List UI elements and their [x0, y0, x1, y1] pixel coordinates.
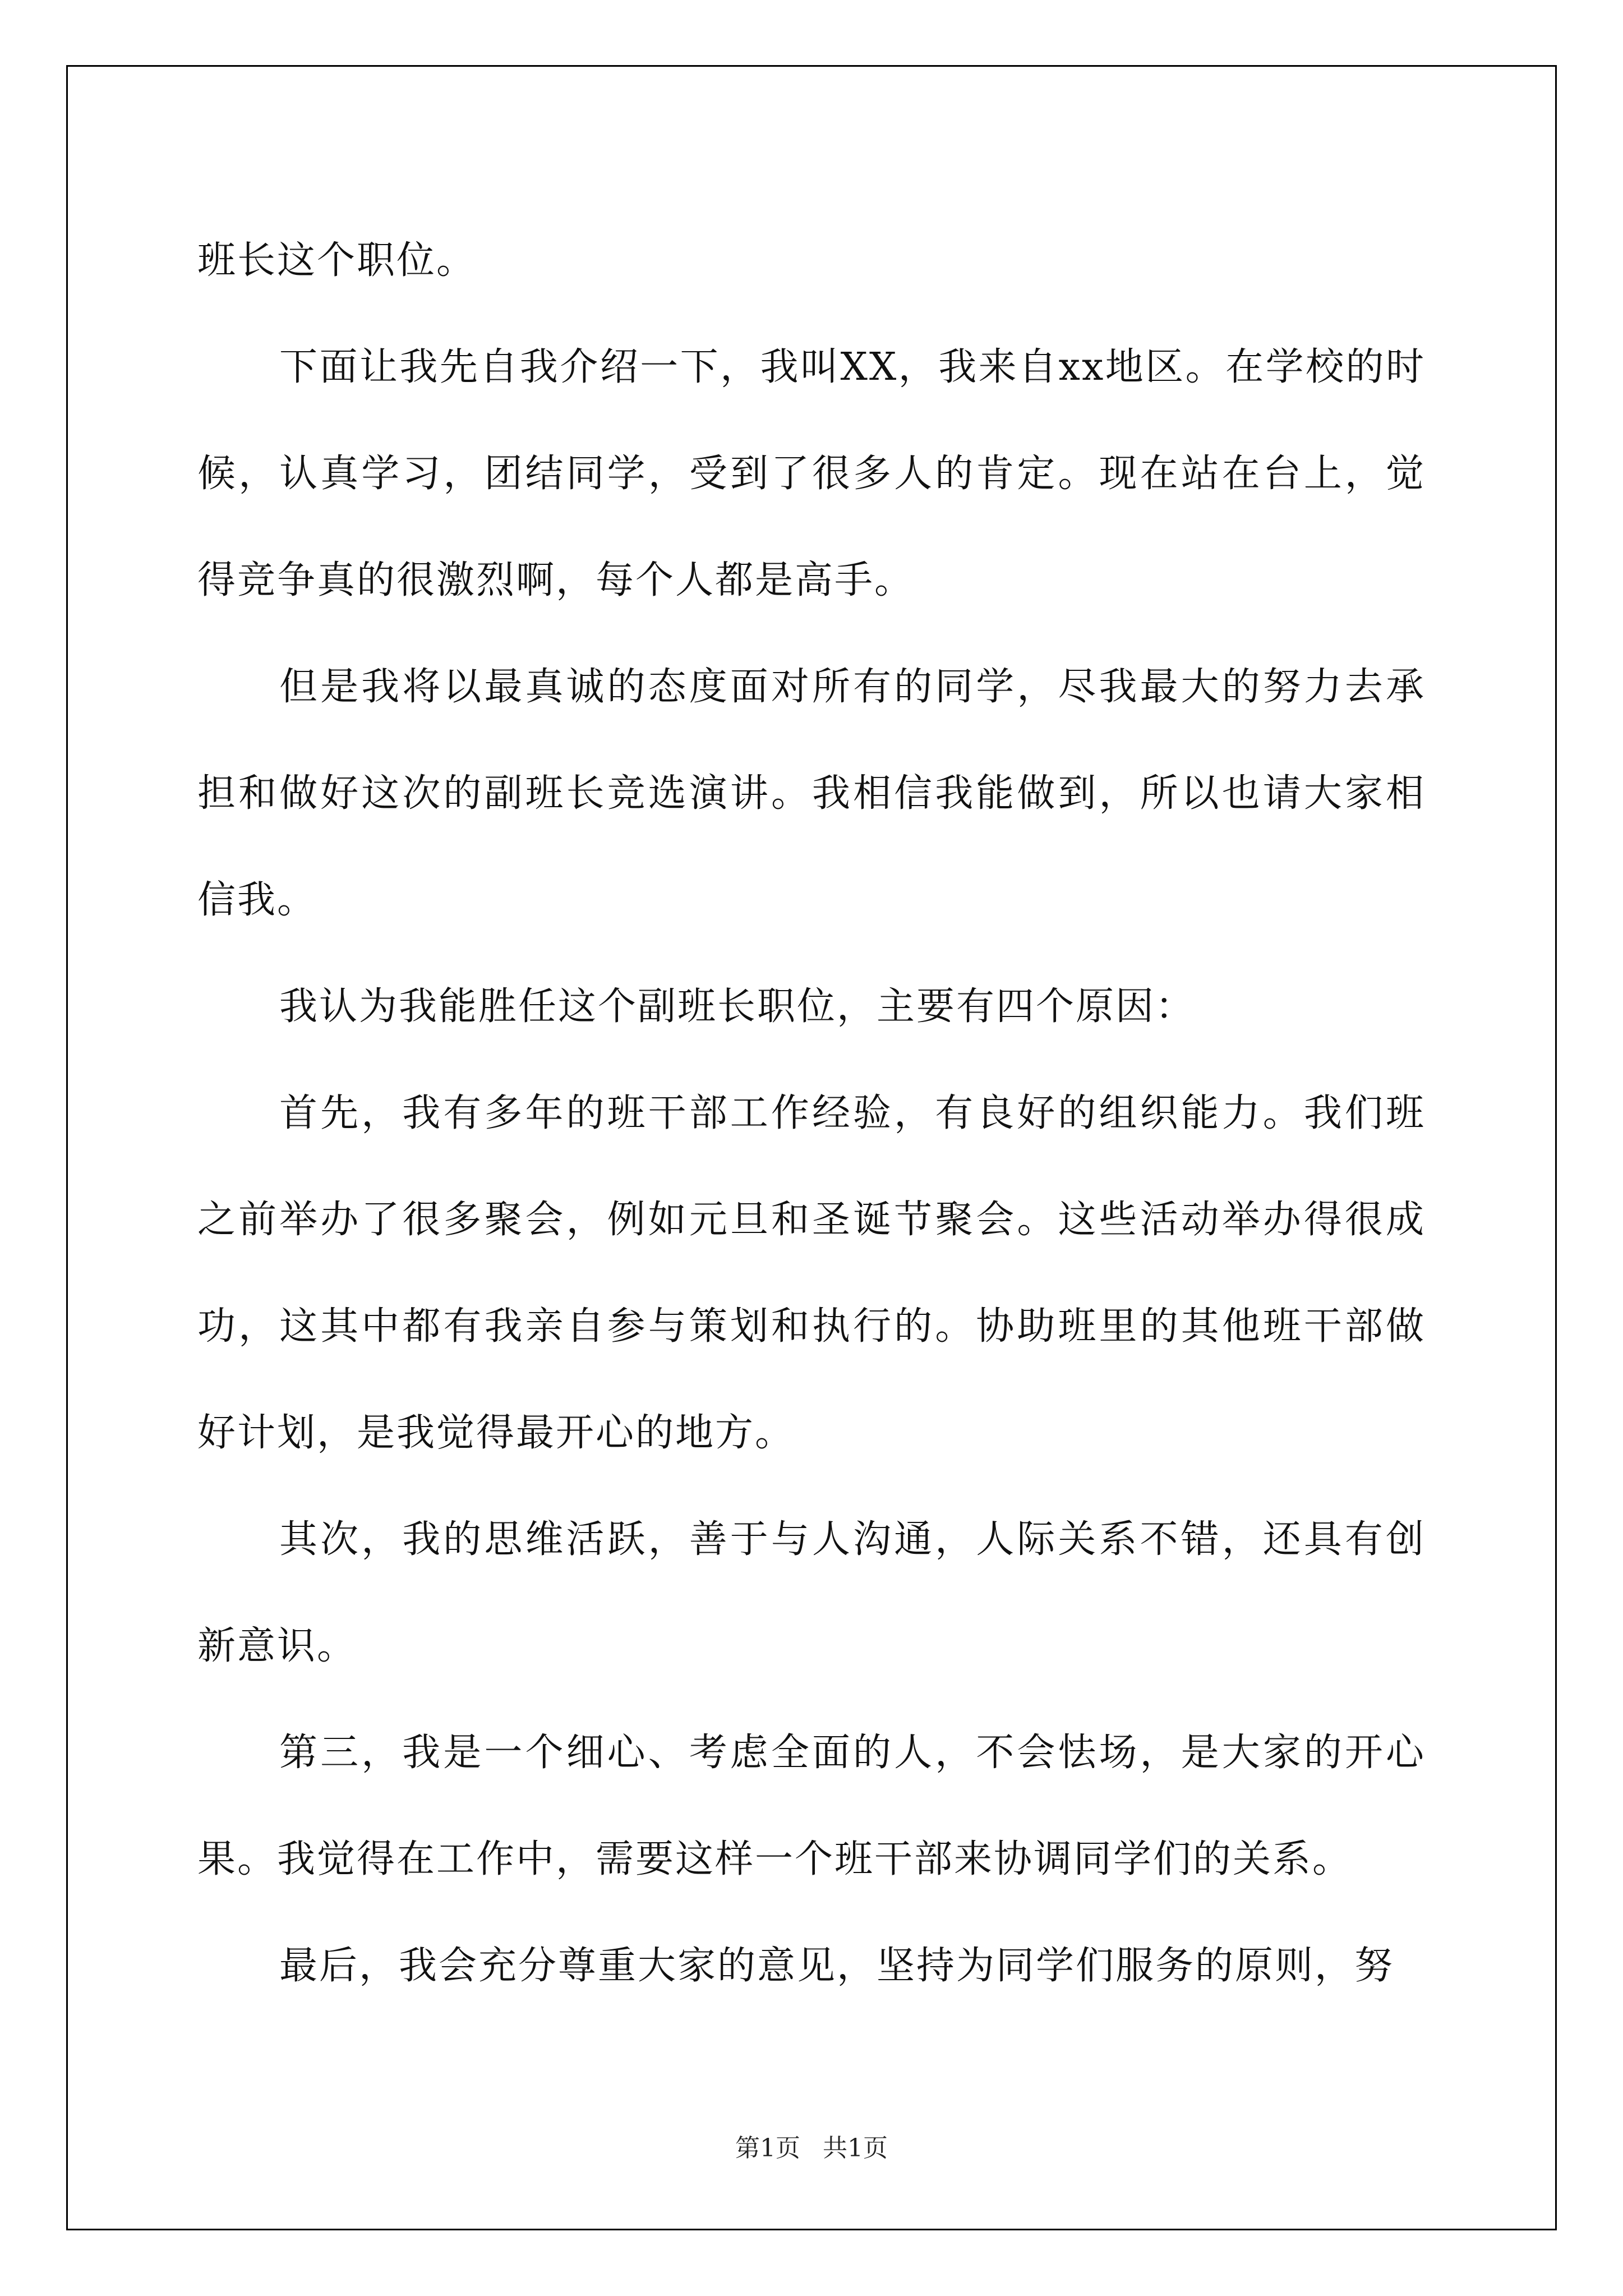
- paragraph-3: 但是我将以最真诚的态度面对所有的同学，尽我最大的努力去承担和做好这次的副班长竞选演讲。我相信我能做到，所以也请大家相信我。: [197, 665, 1426, 922]
- page-footer: [0, 2132, 1623, 2165]
- paragraph-8: 最后，我会充分尊重大家的意见，坚持为同学们服务的原则，努: [279, 1944, 1395, 1988]
- paragraph-5: 首先，我有多年的班干部工作经验，有良好的组织能力。我们班之前举办了很多聚会，例如元旦和圣诞节聚会。这些活动举办得很成功，这其中都有我亲自参与策划和执行的。协助班里的其他班干部做好计划，是我觉得最开心的地方。: [197, 1091, 1426, 1455]
- paragraph-6: 其次，我的思维活跃，善于与人沟通，人际关系不错，还具有创新意识。: [197, 1517, 1426, 1668]
- paragraph-4: 我认为我能胜任这个副班长职位，主要有四个原因：: [279, 984, 1196, 1029]
- paragraph-2: 下面让我先自我介绍一下，我叫XX，我来自xx地区。在学校的时候，认真学习，团结同学，受到了很多人的肯定。现在站在台上，觉得竞争真的很激烈啊，每个人都是高手。: [197, 345, 1426, 602]
- paragraph-7: 第三，我是一个细心、考虑全面的人，不会怯场，是大家的开心果。我觉得在工作中，需要这样一个班干部来协调同学们的关系。: [197, 1731, 1426, 1881]
- paragraph-1: 班长这个职位。: [197, 238, 477, 283]
- page-total: 共1页: [823, 2134, 888, 2162]
- page-number: 第1页: [735, 2134, 800, 2162]
- document-body: [197, 208, 1426, 2019]
